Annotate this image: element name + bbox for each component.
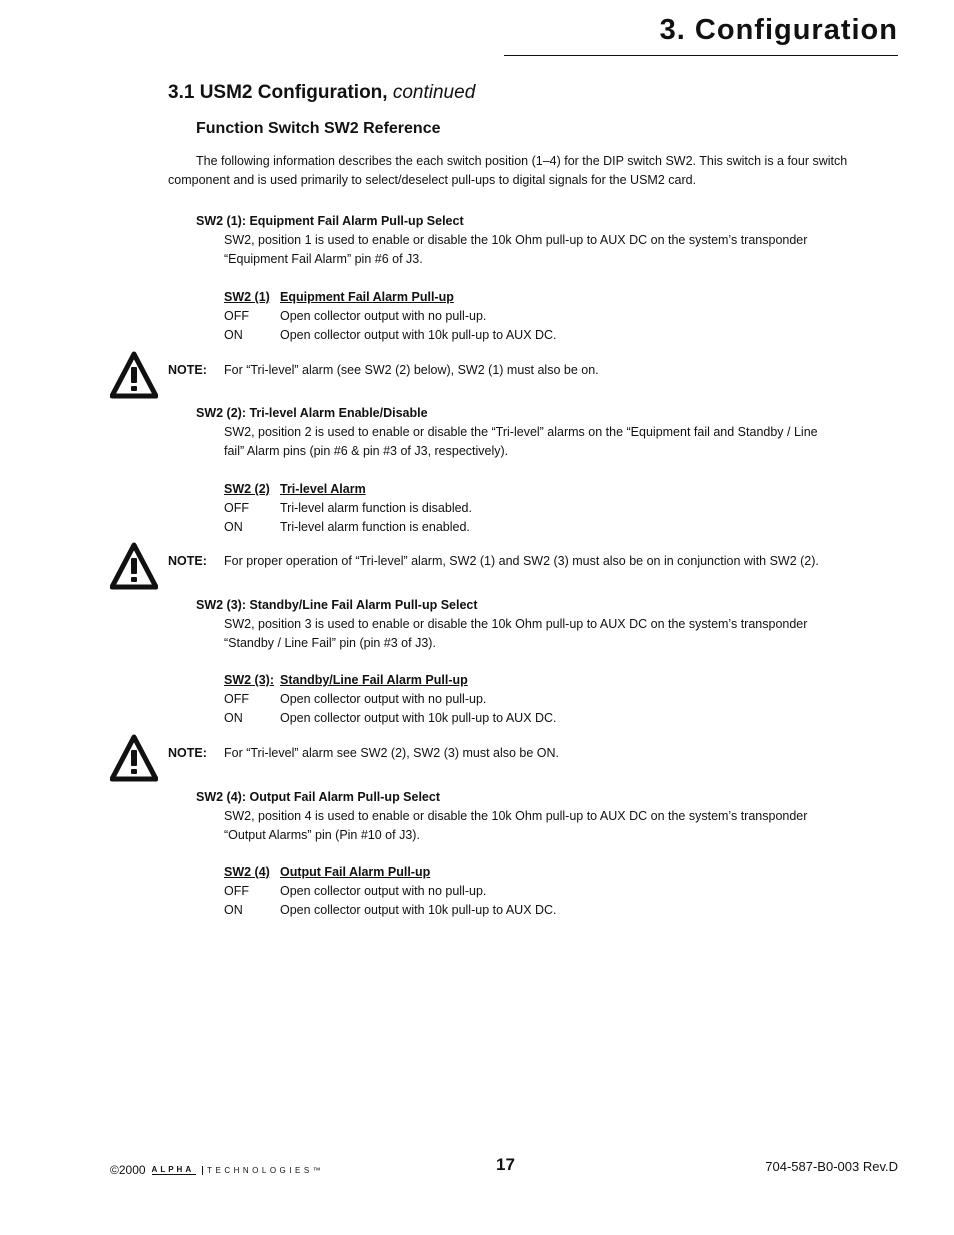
table-cell-text: Tri-level alarm function is disabled. xyxy=(280,501,472,515)
table-cell-text: Open collector output with no pull-up. xyxy=(280,309,487,323)
table-header-function: Tri-level Alarm xyxy=(280,482,366,496)
table-cell-state: OFF xyxy=(224,692,249,706)
table-cell-state: ON xyxy=(224,520,243,534)
table-row xyxy=(224,518,472,537)
table-row xyxy=(224,690,557,709)
table-header-function: Output Fail Alarm Pull-up xyxy=(280,865,431,879)
header-rule xyxy=(504,55,898,56)
table-row xyxy=(224,326,557,345)
switch-block-1 xyxy=(196,212,836,269)
warning-icon xyxy=(110,351,158,399)
table-header-switch: SW2 (2) xyxy=(224,482,270,496)
table-cell-state: OFF xyxy=(224,501,249,515)
switch-heading: SW2 (1): Equipment Fail Alarm Pull-up Select xyxy=(196,214,464,228)
table-cell-state: ON xyxy=(224,903,243,917)
table-header xyxy=(224,671,557,690)
note-1 xyxy=(110,351,850,399)
chapter-title: 3. Configuration xyxy=(659,14,898,46)
table-header xyxy=(224,480,472,499)
table-cell-state: ON xyxy=(224,711,243,725)
footer-brand xyxy=(110,1163,324,1177)
switch-block-4 xyxy=(196,788,836,845)
switch-description: SW2, position 1 is used to enable or disable the 10k Ohm pull-up to AUX DC on the system’s transponder “Equipment Fail Alarm” pin #6 of J3. xyxy=(224,233,808,266)
table-header-switch: SW2 (4) xyxy=(224,865,270,879)
table-header-switch: SW2 (1) xyxy=(224,290,270,304)
table-cell-text: Open collector output with no pull-up. xyxy=(280,884,487,898)
switch-description: SW2, position 4 is used to enable or disable the 10k Ohm pull-up to AUX DC on the system’s transponder “Output Alarms” pin (Pin #10 of J3). xyxy=(224,809,808,842)
section-title-suffix: continued xyxy=(392,82,476,103)
warning-icon xyxy=(110,734,158,782)
switch-block-3 xyxy=(196,596,836,653)
switch-table-1 xyxy=(224,288,557,345)
switch-heading: SW2 (4): Output Fail Alarm Pull-up Select xyxy=(196,790,441,804)
switch-heading: SW2 (2): Tri-level Alarm Enable/Disable xyxy=(196,406,428,420)
table-cell-text: Open collector output with 10k pull-up to AUX DC. xyxy=(280,328,557,342)
switch-description: SW2, position 2 is used to enable or disable the “Tri-level” alarms on the “Equipment fail and Standby / Line fail” Alarm pins (pin #6 & pin #3 of J3, respectively). xyxy=(224,425,818,458)
switch-heading: SW2 (3): Standby/Line Fail Alarm Pull-up Select xyxy=(196,598,478,612)
table-header xyxy=(224,288,557,307)
note-text: For proper operation of “Tri-level” alarm, SW2 (1) and SW2 (3) must also be on in conjunction with SW2 (2). xyxy=(224,554,819,568)
section-title-text: 3.1 USM2 Configuration, xyxy=(168,82,388,103)
page-number: 17 xyxy=(496,1155,515,1174)
note-label: NOTE: xyxy=(168,554,207,568)
warning-icon xyxy=(110,542,158,590)
document-number: 704-587-B0-003 Rev.D xyxy=(765,1159,898,1174)
table-row xyxy=(224,882,557,901)
table-cell-text: Open collector output with 10k pull-up to AUX DC. xyxy=(280,711,557,725)
section-title xyxy=(168,82,475,104)
switch-table-2 xyxy=(224,480,472,537)
note-text: For “Tri-level” alarm (see SW2 (2) below), SW2 (1) must also be on. xyxy=(224,363,599,377)
table-row xyxy=(224,307,557,326)
table-header-function: Standby/Line Fail Alarm Pull-up xyxy=(280,673,468,687)
note-text: For “Tri-level” alarm see SW2 (2), SW2 (3) must also be ON. xyxy=(224,746,560,760)
switch-description: SW2, position 3 is used to enable or disable the 10k Ohm pull-up to AUX DC on the system’s transponder “Standby / Line Fail” pin (pin #3 of J3). xyxy=(224,617,808,650)
switch-table-3 xyxy=(224,671,557,728)
table-header xyxy=(224,863,557,882)
brand-logo-technologies: TECHNOLOGIES™ xyxy=(202,1166,324,1175)
table-header-function: Equipment Fail Alarm Pull-up xyxy=(280,290,454,304)
table-cell-state: OFF xyxy=(224,309,249,323)
table-row xyxy=(224,499,472,518)
table-header-switch: SW2 (3): xyxy=(224,673,274,687)
note-2 xyxy=(110,542,850,590)
switch-block-2 xyxy=(196,404,836,461)
table-cell-state: ON xyxy=(224,328,243,342)
table-row xyxy=(224,709,557,728)
table-row xyxy=(224,901,557,920)
table-cell-text: Open collector output with no pull-up. xyxy=(280,692,487,706)
subsection-title: Function Switch SW2 Reference xyxy=(196,120,441,137)
table-cell-text: Tri-level alarm function is enabled. xyxy=(280,520,470,534)
table-cell-state: OFF xyxy=(224,884,249,898)
switch-table-4 xyxy=(224,863,557,920)
brand-logo-alpha: ALPHA xyxy=(151,1165,195,1174)
note-label: NOTE: xyxy=(168,746,207,760)
copyright: ©2000 xyxy=(110,1163,146,1177)
note-3 xyxy=(110,734,850,782)
intro-paragraph: The following information describes the each switch position (1–4) for the DIP switch SW2. This switch is a four switch component and is used primarily to select/deselect pull-ups to digital signals for the USM2 card. xyxy=(168,154,848,187)
table-cell-text: Open collector output with 10k pull-up to AUX DC. xyxy=(280,903,557,917)
note-label: NOTE: xyxy=(168,363,207,377)
